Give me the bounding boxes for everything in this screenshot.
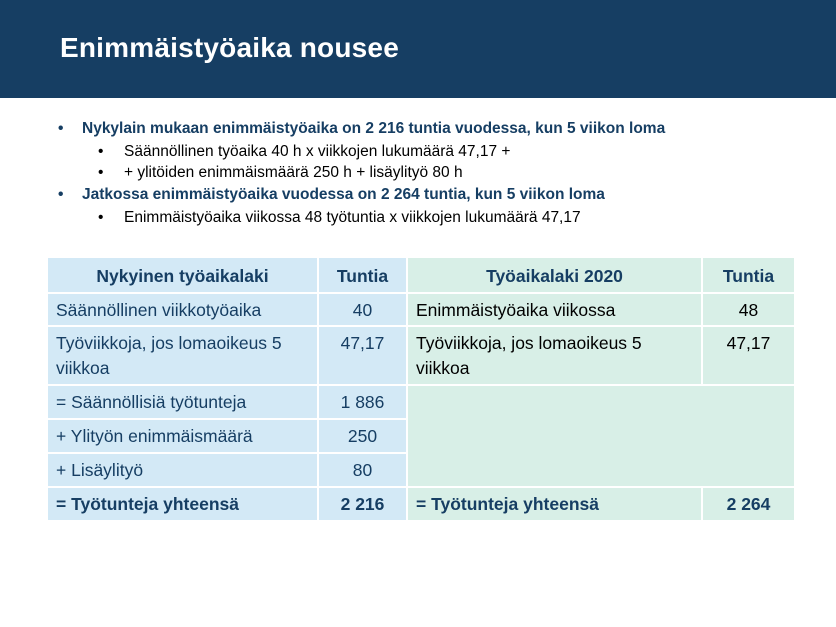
table-header-hours: Tuntia xyxy=(319,258,406,292)
table-cell-label: = Säännöllisiä työtunteja xyxy=(48,386,317,418)
table-cell-label: Säännöllinen viikkotyöaika xyxy=(48,294,317,325)
bullet-text: Nykylain mukaan enimmäistyöaika on 2 216 tuntia vuodessa, kun 5 viikon loma xyxy=(82,120,666,137)
bullet-icon: • xyxy=(98,209,104,226)
table-cell-label: + Lisäylityö xyxy=(48,454,317,486)
table-empty-merged-cell xyxy=(408,386,794,486)
table-header-hours: Tuntia xyxy=(703,258,794,292)
title-bar xyxy=(0,0,836,98)
bullet-icon: • xyxy=(58,120,64,137)
table-cell-label: Enimmäistyöaika viikossa xyxy=(408,294,701,325)
table-cell-value: 40 xyxy=(319,294,406,325)
sub-bullet-text: Säännöllinen työaika 40 h x viikkojen lukumäärä 47,17 + xyxy=(124,143,511,160)
table-total-label: = Työtunteja yhteensä xyxy=(408,488,701,520)
sub-bullet-text: Enimmäistyöaika viikossa 48 työtuntia x viikkojen lukumäärä 47,17 xyxy=(124,209,581,226)
table-header-current-law: Nykyinen työaikalaki xyxy=(48,258,317,292)
table-total-value: 2 216 xyxy=(319,488,406,520)
bullet-icon: • xyxy=(98,164,104,181)
table-cell-label: + Ylityön enimmäismäärä xyxy=(48,420,317,452)
bullet-icon: • xyxy=(58,186,64,203)
table-total-label: = Työtunteja yhteensä xyxy=(48,488,317,520)
table-cell-value: 48 xyxy=(703,294,794,325)
bullet-text: Jatkossa enimmäistyöaika vuodessa on 2 264 tuntia, kun 5 viikon loma xyxy=(82,186,605,203)
table-total-value: 2 264 xyxy=(703,488,794,520)
bullet-icon: • xyxy=(98,143,104,160)
table-cell-value: 250 xyxy=(319,420,406,452)
table-header-new-law: Työaikalaki 2020 xyxy=(408,258,701,292)
table-cell-label: Työviikkoja, jos lomaoikeus 5 viikkoa xyxy=(48,327,317,384)
table-cell-value: 80 xyxy=(319,454,406,486)
table-cell-label: Työviikkoja, jos lomaoikeus 5 viikkoa xyxy=(408,327,701,384)
table-cell-value: 47,17 xyxy=(319,327,406,384)
table-cell-value: 1 886 xyxy=(319,386,406,418)
sub-bullet-text: + ylitöiden enimmäismäärä 250 h + lisäylityö 80 h xyxy=(124,164,463,181)
slide-title: Enimmäistyöaika nousee xyxy=(60,32,399,63)
table-cell-value: 47,17 xyxy=(703,327,794,384)
